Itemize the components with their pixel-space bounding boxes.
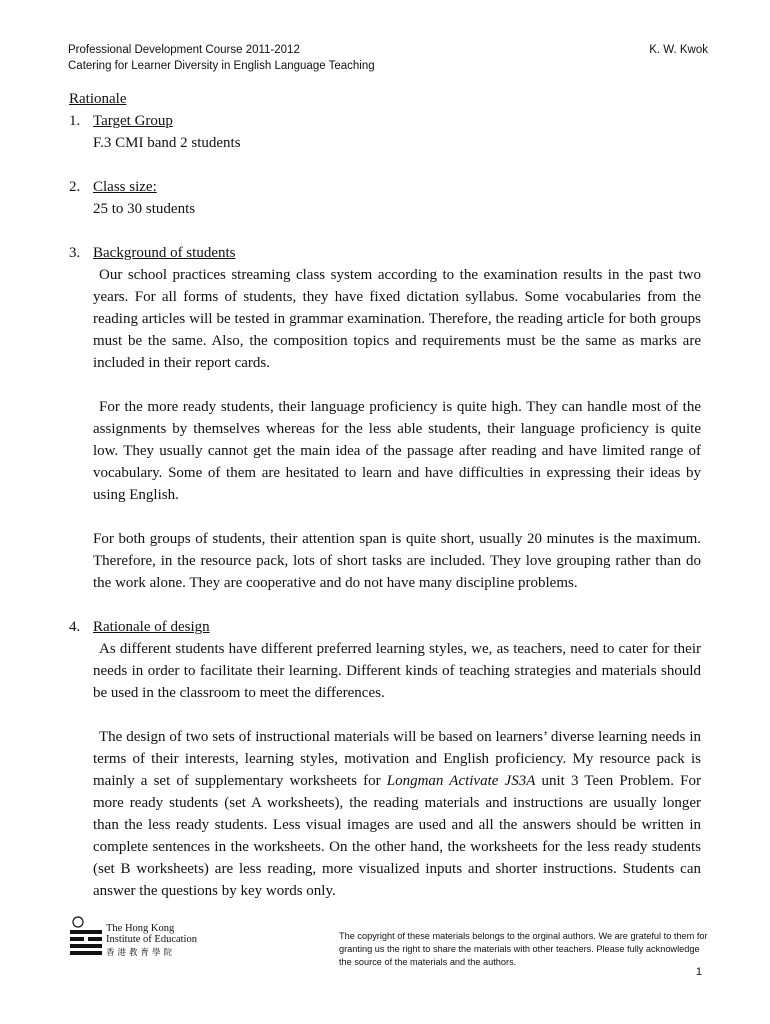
logo-line-2: Institute of Education: [106, 934, 197, 945]
section-4-heading: [69, 616, 701, 638]
section-2-body: 25 to 30 students: [93, 201, 196, 217]
section-3-paragraph: For both groups of students, their attention span is quite short, usually 20 minutes is the maximum. Therefore, in the resource pack, lots of short tasks are included. They love grouping rather than do the work alone. They are cooperative and do not have many discipline problems.: [93, 531, 701, 591]
section-2-heading: [69, 176, 701, 198]
section-title: Rationale of design: [93, 619, 210, 635]
rationale-heading: Rationale: [69, 91, 127, 107]
section-3-paragraph: Our school practices streaming class system according to the examination results in the past two years. For all forms of students, they have fixed dictation syllabus. Some vocabularies from the reading articles will be tested in grammar examination. Therefore, the reading article for both groups must be the same. Also, the composition topics and requirements must be the same as marks are included in their report cards.: [93, 267, 701, 371]
section-4-paragraph: [93, 726, 701, 902]
section-title: Background of students: [93, 245, 236, 261]
section-1-heading: [69, 110, 701, 132]
course-title: Professional Development Course 2011-2012: [68, 44, 300, 56]
section-number: 3.: [69, 245, 81, 261]
logo-chinese-name: 香港教育學院: [106, 948, 176, 958]
paragraph-text: unit 3 Teen Problem. For more ready students (set A worksheets), the reading materials and instructions are usually longer than the less ready students. Less visual images are used and all the answers should be written in complete sentences in the worksheets. On the other hand, the worksheets for the less ready students (set B worksheets) are less reading, more visualized inputs and shorter instructions. Students can answer the questions by key words only.: [93, 773, 701, 899]
section-4-paragraph: As different students have different preferred learning styles, we, as teachers, need to cater for their needs in order to facilitate their learning. Different kinds of teaching strategies and materials should be used in the classroom to meet the differences.: [93, 641, 701, 701]
course-topic: Catering for Learner Diversity in English Language Teaching: [68, 60, 375, 72]
section-title: Target Group: [93, 113, 173, 129]
page-number: 1: [695, 966, 702, 978]
section-title: Class size:: [93, 179, 157, 195]
section-3-heading: [69, 242, 701, 264]
section-number: 1.: [69, 113, 81, 129]
institution-logo: [68, 916, 198, 958]
page-header: [68, 42, 708, 74]
hkied-emblem-icon: [68, 916, 104, 958]
textbook-title: Longman Activate JS3A: [386, 773, 536, 789]
copyright-notice: The copyright of these materials belongs to the orginal authors. We are grateful to them for granting us the right to share the materials with other teachers. Please fully acknowledge the source of the materials and the authors.: [339, 931, 708, 967]
section-1-body: F.3 CMI band 2 students: [93, 135, 241, 151]
document-body: [69, 88, 701, 902]
paragraph-text: The design of two sets of instructional materials will be based on learners’ diverse learning needs in terms of their interests, learning styles, motivation and English proficiency. My resource pack is mainly a set of supplementary worksheets for: [93, 729, 701, 789]
section-3-paragraph: For the more ready students, their language proficiency is quite high. They can handle most of the assignments by themselves whereas for the less able students, their language proficiency is quite low. They usually cannot get the main idea of the passage after reading and have limited range of vocabulary. Some of them are hesitated to learn and have difficulties in expressing their ideas by using English.: [93, 399, 701, 503]
logo-line-1: The Hong Kong: [106, 923, 175, 934]
section-number: 4.: [69, 619, 81, 635]
section-number: 2.: [69, 179, 81, 195]
author-name: K. W. Kwok: [649, 44, 708, 56]
